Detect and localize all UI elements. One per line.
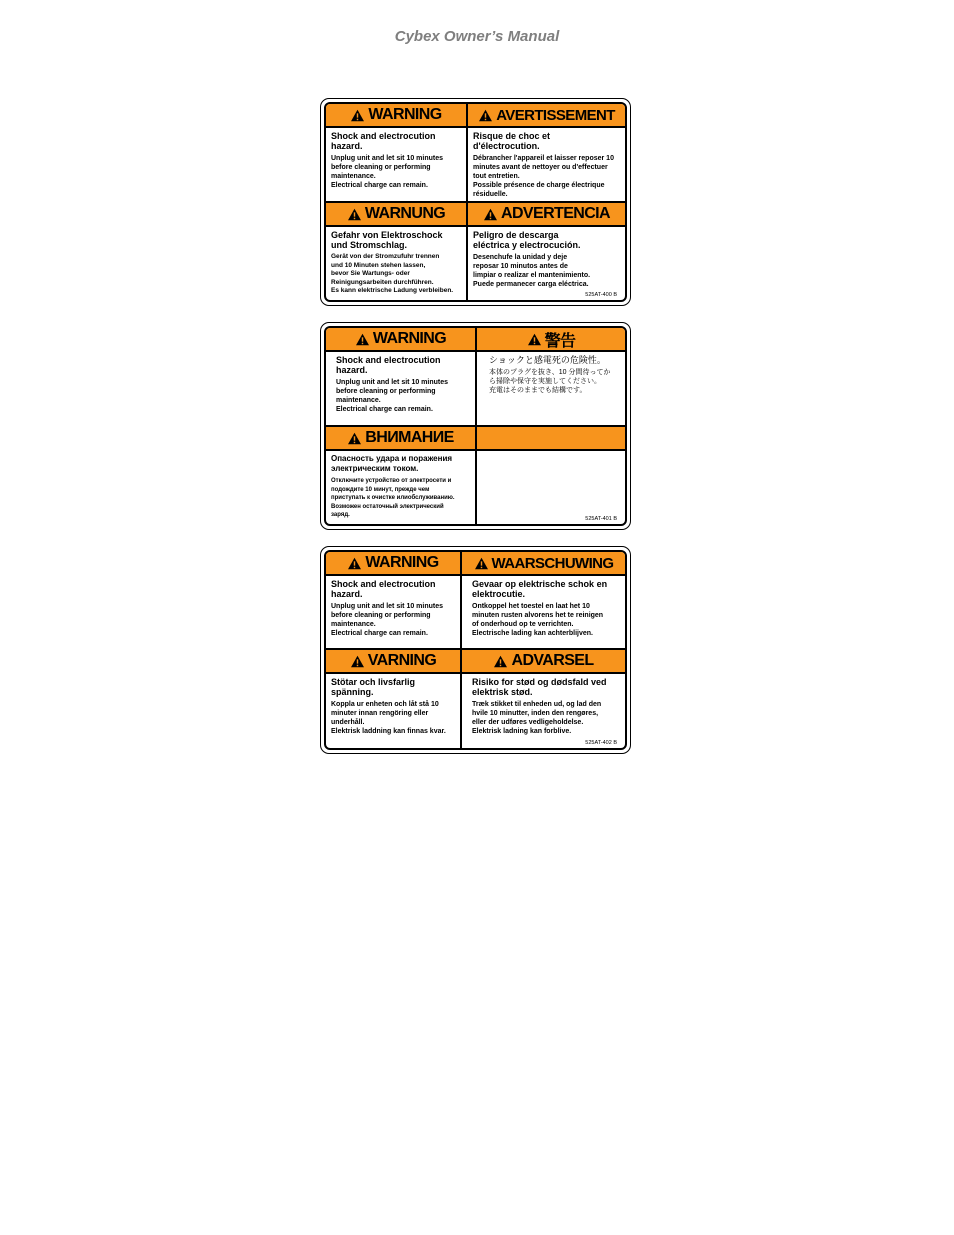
label-1-warning-title: WARNING — [368, 106, 442, 123]
label-3-danish-text — [462, 674, 625, 748]
label-1-english-text — [326, 128, 468, 203]
hazard-text: Shock and electrocution hazard. — [331, 579, 436, 599]
warning-triangle-icon — [527, 333, 542, 346]
hazard-text: Shock and electrocution hazard. — [331, 131, 436, 151]
label-3-advarsel-header — [462, 650, 625, 674]
label-3-varning-header — [326, 650, 462, 674]
hazard-text: Risiko for stød og dødsfald ved elektrisk stød. — [472, 677, 607, 697]
part-number: 525AT-401 B — [585, 516, 617, 522]
warning-triangle-icon — [483, 208, 498, 221]
warning-triangle-icon — [493, 655, 508, 668]
label-3-swedish-text — [326, 674, 462, 748]
hazard-text: Gefahr von Elektroschock und Stromschlag. — [331, 230, 443, 250]
warning-triangle-icon — [350, 655, 365, 668]
label-1-french-text — [468, 128, 625, 203]
label-3-varning-title: VARNING — [367, 652, 437, 669]
part-number: 525AT-402 B — [585, 740, 617, 746]
label-1-advertencia-title: ADVERTENCIA — [501, 205, 610, 222]
label-3-warning-title: WARNING — [365, 554, 439, 571]
warning-triangle-icon — [355, 333, 370, 346]
label-3-frame — [324, 550, 627, 750]
label-1-avertissement-header — [468, 104, 625, 128]
part-number: 525AT-400 B — [585, 292, 617, 298]
label-2-warning-header — [326, 328, 477, 352]
hazard-text: Gevaar op elektrische schok en elektrocutie. — [472, 579, 608, 599]
warning-label-1 — [320, 98, 631, 306]
warning-triangle-icon — [347, 432, 362, 445]
label-1-spanish-text — [468, 227, 625, 300]
label-3-warning-header — [326, 552, 462, 576]
warning-triangle-icon — [347, 557, 362, 570]
label-2-japanese-header — [477, 328, 625, 352]
page-header: Cybex Owner’s Manual — [394, 28, 560, 45]
label-2-japanese-text — [477, 352, 625, 427]
hazard-text: Stötar och livsfarlig spänning. — [331, 677, 416, 697]
instructions-text: Débrancher l'appareil et laisser reposer 10 minutes avant de nettoyer ou d'effectuer tout entretien. Possible présence de charge électrique résiduelle. — [473, 155, 614, 198]
label-2-japanese-title: 警告 — [544, 332, 576, 350]
label-1-frame — [324, 102, 627, 302]
instructions-text: Koppla ur enheten och låt stå 10 minuter innan rengöring eller underhåll. Elektrisk laddning kan finnas kvar. — [331, 701, 446, 735]
label-2-english-text — [326, 352, 477, 427]
label-1-warnung-title: WARNUNG — [364, 205, 446, 222]
hazard-text: Shock and electrocution hazard. — [336, 355, 441, 375]
warning-triangle-icon — [347, 208, 362, 221]
instructions-text: Gerät von der Stromzufuhr trennen und 10 Minuten stehen lassen, bevor Sie Wartungs- oder Reinigungsarbeiten durchführen. Es kann elektrische Ladung verbleiben. — [331, 253, 454, 294]
label-1-avertissement-title: AVERTISSEMENT — [496, 106, 615, 124]
hazard-text: Risque de choc et d'électrocution. — [473, 131, 551, 151]
warning-label-3 — [320, 546, 631, 754]
instructions-text: Unplug unit and let sit 10 minutes before cleaning or performing maintenance. Electrical charge can remain. — [336, 379, 449, 413]
label-1-warning-header — [326, 104, 468, 128]
warning-triangle-icon — [474, 557, 489, 570]
label-2-empty-cell — [477, 451, 625, 524]
label-3-waarschuwing-header — [462, 552, 625, 576]
label-3-waarschuwing-title: WAARSCHUWING — [491, 554, 614, 572]
hazard-text: Peligro de descarga eléctrica y electrocución. — [473, 230, 581, 250]
instructions-text: Unplug unit and let sit 10 minutes before cleaning or performing maintenance. Electrical charge can remain. — [331, 155, 444, 189]
warning-triangle-icon — [350, 109, 365, 122]
label-2-russian-header — [326, 427, 477, 451]
hazard-text: ショックと感電死の危険性。 — [489, 355, 606, 365]
label-2-warning-title: WARNING — [372, 330, 447, 347]
instructions-text: Ontkoppel het toestel en laat het 10 minuten rusten alvorens het te reinigen of onderhoud op te verrichten. Electrische lading kan achterblijven. — [472, 603, 604, 637]
warning-label-2 — [320, 322, 631, 530]
instructions-text: 本体のプラグを抜き、10 分間待ってか ら掃除や保守を実施してください。 充電はそのままでも結構です。 — [489, 369, 611, 394]
warning-triangle-icon — [478, 109, 493, 122]
label-2-frame — [324, 326, 627, 526]
label-3-advarsel-title: ADVARSEL — [511, 652, 594, 669]
instructions-text: Unplug unit and let sit 10 minutes before cleaning or performing maintenance. Electrical charge can remain. — [331, 603, 444, 637]
label-3-dutch-text — [462, 576, 625, 650]
instructions-text: Отключите устройство от электросети и подождите 10 минут, прежде чем приступать к очистке илиобслуживанию. Возможен остаточный электрический заряд. — [331, 478, 455, 518]
label-3-english-text — [326, 576, 462, 650]
label-2-empty-header — [477, 427, 625, 451]
label-1-german-text — [326, 227, 468, 300]
label-2-russian-title: ВНИМАНИЕ — [365, 429, 454, 446]
label-2-russian-text — [326, 451, 477, 524]
instructions-text: Desenchufe la unidad y deje reposar 10 minutos antes de limpiar o realizar el mantenimiento. Puede permanecer carga eléctrica. — [473, 254, 591, 288]
label-1-warnung-header — [326, 203, 468, 227]
instructions-text: Træk stikket til enheden ud, og lad den hvile 10 minutter, inden den rengøres, eller der udføres vedligeholdelse. Elektrisk ladning kan forblive. — [472, 701, 602, 735]
label-1-advertencia-header — [468, 203, 625, 227]
hazard-text: Опасность удара и поражения электрическим током. — [331, 454, 453, 473]
